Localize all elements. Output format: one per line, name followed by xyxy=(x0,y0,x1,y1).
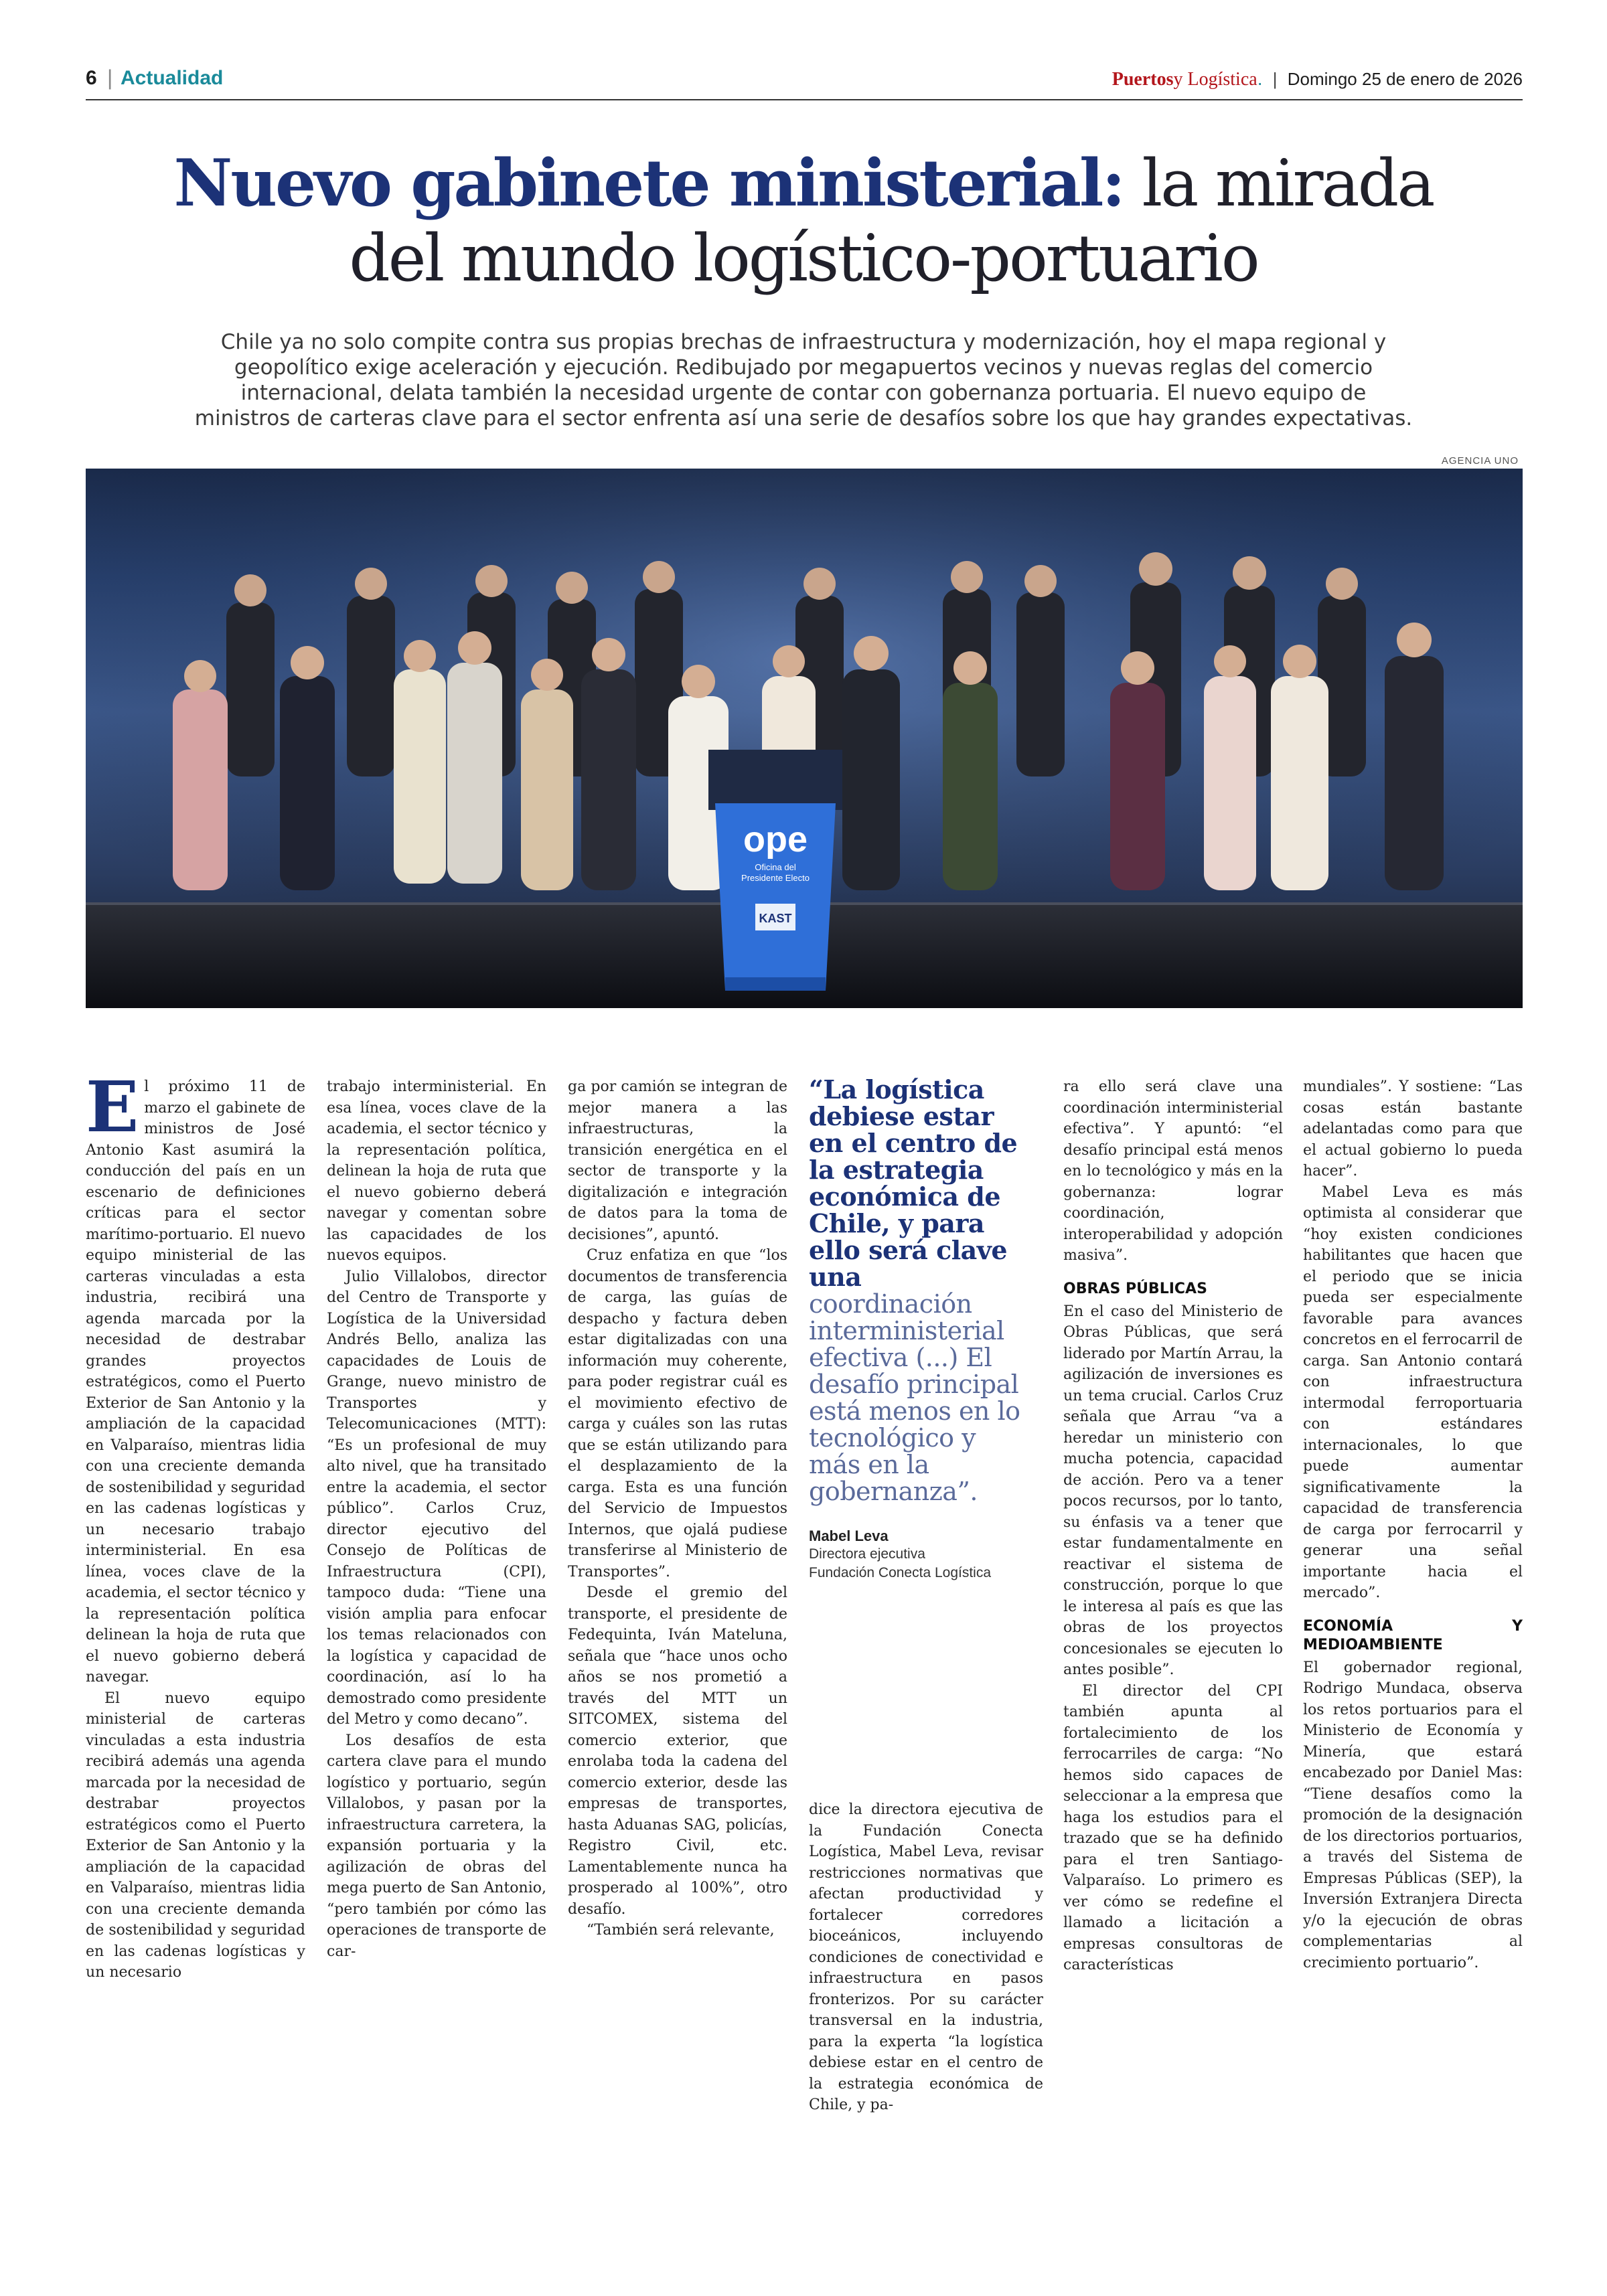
cabinet-photo xyxy=(86,469,1523,1008)
article-paragraph: El gobernador regional, Rodrigo Mundaca, observa los retos portuarios para el Ministerio de Economía y Minería, que estará encabezado por Daniel Mas: “Tiene desafíos como la promoción de la designación de los directorios portuarios, a través del Sistema de Empresas Públicas (SEP), la Inversión Extranjera Directa y/o la ejecución de obras complementarias al crecimiento portuario”. xyxy=(1303,1659,1523,1971)
article-paragraph: Julio Villalobos, director del Centro de Transporte y Logística de la Universidad Andrés Bello, analiza las capacidades de Louis de Grange, nuevo ministro de Transportes y Telecomunicaciones (MTT): “Es un profesional de muy alto nivel, que ha transitado entre la academia, el sector público”. Carlos Cruz, director ejecutivo del Consejo de Políticas de Infraestructura (CPI), tampoco duda: “Tiene una visión amplia para enfocar los temas relacionados con la logística y capacidad de coordinación, así lo ha demostrado como presidente del Metro y como decano”. xyxy=(327,1268,546,1728)
article-paragraph: trabajo interministerial. En esa línea, voces clave de la academia, el sector técnico y la representación política, delinean la hoja de ruta que el nuevo gobierno deberá navegar y comentan sobre las capacidades de los nuevos equipos. xyxy=(327,1078,546,1264)
article-paragraph: El director del CPI también apunta al fortalecimiento de los ferrocarriles de carga: “No hemos sido capaces de seleccionar a la empresa que haga los estudios para el trazado que se ha definido para el tren Santiago-Valparaíso. Lo primero es ver cómo se redefine el llamado a licitación a empresas consultoras de características xyxy=(1063,1682,1283,1973)
headline-light-1: la mirada xyxy=(1123,146,1434,221)
masthead xyxy=(86,67,1523,98)
masthead-rule xyxy=(86,99,1523,100)
masthead-separator: | xyxy=(107,66,113,90)
headline-light-2: del mundo logístico-portuario xyxy=(349,221,1258,296)
article-column-2 xyxy=(327,1076,546,1962)
pull-quote-role-2: Fundación Conecta Logística xyxy=(809,1565,992,1580)
headline xyxy=(134,146,1473,296)
article-paragraph: Cruz enfatiza en que “los documentos de transferencia de carga, las guías de despacho y factura deben estar digitalizadas con una información muy coherente, para poder registrar cuál es el movimiento efectivo de carga y cuáles son las rutas que se están utilizando para el desplazamiento de la carga. Esta es una función del Servicio de Impuestos Internos, que ojalá pudiese transferirse al Ministerio de Transportes”. xyxy=(568,1247,787,1580)
article-column-3 xyxy=(568,1076,787,1941)
subhead-economia: ECONOMÍA Y MEDIOAMBIENTE xyxy=(1303,1617,1523,1653)
headline-bold: Nuevo gabinete ministerial: xyxy=(173,145,1124,221)
brand-name-bold: Puertos xyxy=(1112,69,1174,90)
podium-logo: ope xyxy=(743,819,808,859)
article-column-4 xyxy=(809,1799,1043,2116)
article-body xyxy=(86,1066,1523,2113)
masthead-right xyxy=(1112,68,1523,90)
podium-line-2: Presidente Electo xyxy=(741,873,810,883)
article-paragraph: Los desafíos de esta cartera clave para el mundo logístico y portuario, según Villalobos, y pasan por la infraestructura carretera, la expansión portuaria y la agilización de obras del mega puerto de San Antonio, “pero también por cómo las operaciones de transporte de car- xyxy=(327,1732,546,1960)
photo-credit: AGENCIA UNO xyxy=(1441,455,1519,467)
podium-line-1: Oficina del xyxy=(755,862,796,872)
brand-name-regular: y Logística xyxy=(1173,69,1257,90)
lede: Chile ya no solo compite contra sus propias brechas de infraestructura y modernización, hoy el mapa regional y geopolítico exige aceleración y ejecución. Redibujado por megapuertos vecinos y nuevas reglas del comercio internacional, delata también la necesidad urgente de contar con gobernanza portuaria. El nuevo equipo de ministros de carteras clave para el sector enfrenta así una serie de desafíos sobre los que hay grandes expectativas. xyxy=(194,330,1413,430)
pull-quote-role-1: Directora ejecutiva xyxy=(809,1546,925,1562)
article-column-6 xyxy=(1303,1076,1523,1973)
article-paragraph: En el caso del Ministerio de Obras Públicas, que será liderado por Martín Arrau, la agilización de inversiones es un tema crucial. Carlos Cruz señala que Arrau “va a heredar un ministerio con mucha potencia, capacidad de acción. Pero va a tener pocos recursos, por lo tanto, su énfasis va a tener que estar fundamentalmente en reactivar el sistema de construcción, porque lo que le interesa al país es que las obras de los proyectos concesionales se ejecuten lo antes posible”. xyxy=(1063,1303,1283,1678)
article-paragraph: Desde el gremio del transporte, el presidente de Fedequinta, Iván Mateluna, señala que “hace unos ocho años se nos prometió a través del MTT un SITCOMEX, sistema del comercio exterior, que enrolaba toda la cadena del comercio exterior, desde las empresas de transportes, hasta Aduanas SAG, policías, Registro Civil, etc. Lamentablemente nunca ha prosperado al 100%”, otro desafío. xyxy=(568,1584,787,1918)
article-paragraph: mundiales”. Y sostiene: “Las cosas están bastante adelantadas como para que el actual gobierno lo pueda hacer”. xyxy=(1303,1078,1523,1179)
drop-cap: E xyxy=(86,1066,139,1148)
cabinet-photo-illustration xyxy=(86,469,1523,1008)
pull-quote-author: Mabel Leva xyxy=(809,1528,889,1544)
article-column-1 xyxy=(86,1066,305,1983)
podium xyxy=(708,750,842,991)
page-number: 6 xyxy=(86,67,97,89)
article-paragraph: ga por camión se integran de mejor manera a las infraestructuras, la transición energética en el sector de transporte y la digitalización e integración de datos para la toma de decisiones”, apuntó. xyxy=(568,1078,787,1243)
article-paragraph: El próximo 11 de marzo el gabinete de ministros de José Antonio Kast asumirá la conducción del país en un escenario de definiciones críticas para el sector marítimo-portuario. El nuevo equipo ministerial de las carteras vinculadas a esta industria, recibirá una agenda marcada por la necesidad de destrabar grandes proyectos estratégicos, como el Puerto Exterior de San Antonio y la ampliación de la capacidad en Valparaíso, mientras lidia con una creciente demanda de sostenibilidad y seguridad en las cadenas logísticas y un necesario trabajo interministerial. En esa línea, voces clave de la academia, el sector técnico y la representación política delinean la hoja de ruta que el nuevo gobierno deberá navegar. xyxy=(86,1066,305,1686)
article-column-5 xyxy=(1063,1076,1283,1976)
article-paragraph: “También será relevante, xyxy=(587,1922,775,1939)
issue-date: Domingo 25 de enero de 2026 xyxy=(1287,69,1523,89)
article-paragraph: dice la directora ejecutiva de la Fundación Conecta Logística, Mabel Leva, revisar restricciones normativas que afectan productividad y fortalecer corredores bioceánicos, incluyendo condiciones de conectividad e infraestructura en pasos fronterizos. Por su carácter transversal en la industria, para la experta “la logística debiese estar en el centro de la estrategia económica de Chile, y pa- xyxy=(809,1801,1043,2113)
article-paragraph: Mabel Leva es más optimista al considerar que “hoy existen condiciones habilitantes que hacen que el periodo que se inicia pueda ser especialmente favorable para avances concretos en el ferrocarril de carga. San Antonio contará con infraestructura intermodal ferroportuaria con estándares internacionales, lo que puede aumentar significativamente la capacidad de transferencia de carga por ferrocarril y generar una señal importante hacia el mercado”. xyxy=(1303,1183,1523,1601)
podium-badge: KAST xyxy=(759,912,792,925)
section-label: Actualidad xyxy=(121,67,224,89)
article-paragraph: El nuevo equipo ministerial de carteras vinculadas a esta industria recibirá además una agenda marcada por la necesidad de destrabar proyectos estratégicos como el Puerto Exterior de San Antonio y la ampliación de la capacidad en Valparaíso, mientras lidia con una creciente demanda de sostenibilidad y seguridad en las cadenas logísticas y un necesario xyxy=(86,1690,305,1981)
date-separator: | xyxy=(1272,69,1278,89)
pull-quote xyxy=(809,1076,1030,1582)
subhead-obras-publicas: OBRAS PÚBLICAS xyxy=(1063,1280,1207,1297)
brand-dot: . xyxy=(1257,68,1263,89)
article-paragraph: ra ello será clave una coordinación interministerial efectiva”. Y apuntó: “el desafío principal está menos en lo tecnológico y más en la gobernanza: lograr coordinación, interoperabilidad y adopción masiva”. xyxy=(1063,1078,1283,1264)
pull-quote-text: “La logística debiese estar en el centro de la estrategia económica de Chile, y para ello será clave una coordinación interministerial efectiva (...) El desafío principal está menos en lo tecnológico y más en la gobernanza”. xyxy=(809,1074,1020,1506)
